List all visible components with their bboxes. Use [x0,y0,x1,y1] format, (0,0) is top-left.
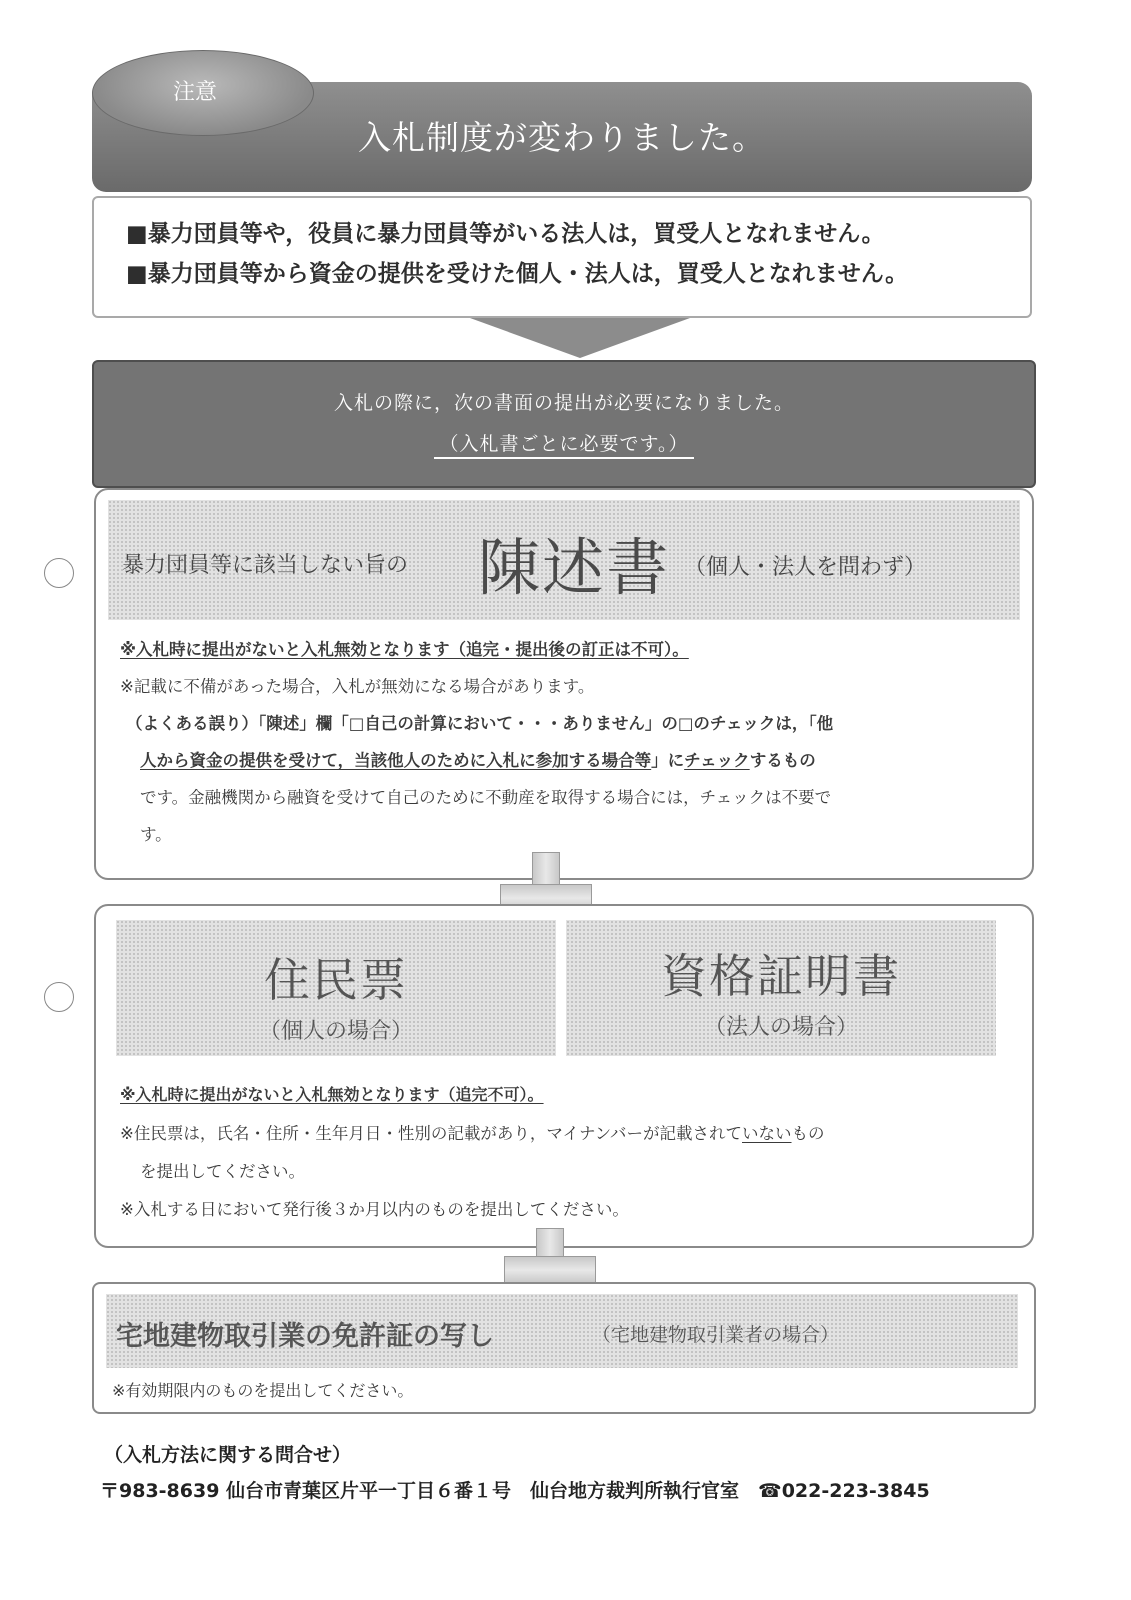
resident-record-title: 住民票 [264,953,408,1007]
statement-note-3b-underlined: 人から資金の提供を受けて，当該他人のために入札に参加する場合等 [140,751,652,770]
rule-line-1: ■暴力団員等や，役員に暴力団員等がいる法人は，買受人となれません。 [126,221,885,247]
statement-note-3a: （よくある誤り）「陳述」欄「□自己の計算において・・・ありません」の□のチェックは，「他 [126,714,834,733]
section-statement [94,488,1034,880]
license-note: ※有効期限内のものを提出してください。 [112,1381,414,1400]
caution-badge-label: 注意 [172,80,217,105]
contact-address: 〒983-8639 仙台市青葉区片平一丁目６番１号 仙台地方裁判所執行官室 ☎022-223-3845 [100,1480,930,1502]
page-title: 入札制度が変わりました。 [358,118,766,157]
statement-prefix: 暴力団員等に該当しない旨の [122,553,409,578]
qualification-cert-sub: （法人の場合） [703,1015,858,1040]
statement-note-3c: です。金融機関から融資を受けて自己のために不動産を取得する場合には，チェックは不要で [140,788,832,807]
certificates-note-1: ※入札時に提出がないと入札無効となります（追完不可）。 [120,1085,544,1104]
certificates-note-3: ※入札する日において発行後３か月以内のものを提出してください。 [120,1200,629,1219]
punch-hole-icon [44,558,74,588]
plus-icon-bar [504,1256,596,1284]
statement-note-3d: す。 [140,825,172,844]
statement-note-1: ※入札時に提出がないと入札無効となります（追完・提出後の訂正は不可）。 [120,640,689,659]
statement-title: 陳述書 [478,531,671,604]
statement-note-3b: 人から資金の提供を受けて，当該他人のために入札に参加する場合等」にチェックするもの [140,751,816,770]
statement-suffix: （個人・法人を問わず） [684,555,927,580]
rule-line-2: ■暴力団員等から資金の提供を受けた個人・法人は，買受人となれません。 [126,261,909,287]
rules-box [92,196,1032,318]
license-title: 宅地建物取引業の免許証の写し [116,1321,494,1352]
statement-note-2: ※記載に不備があった場合，入札が無効になる場合があります。 [120,677,595,696]
notice-line-1: 入札の際に，次の書面の提出が必要になりました。 [333,392,794,414]
contact-label: （入札方法に関する問合せ） [104,1444,352,1466]
section-license [92,1282,1036,1414]
certificates-note-2a: ※住民票は，氏名・住所・生年月日・性別の記載があり，マイナンバーが記載されていないもの [120,1124,825,1143]
resident-record-sub: （個人の場合） [258,1019,413,1044]
license-suffix: （宅地建物取引業者の場合） [592,1324,840,1346]
certificates-note-2b: を提出してください。 [140,1162,305,1181]
notice-line-2: （入札書ごとに必要です。） [434,433,695,459]
section-certificates [94,904,1034,1248]
punch-hole-icon [44,982,74,1012]
down-arrow-icon [470,318,690,358]
qualification-cert-title: 資格証明書 [661,949,901,1003]
notice-box [92,360,1036,488]
